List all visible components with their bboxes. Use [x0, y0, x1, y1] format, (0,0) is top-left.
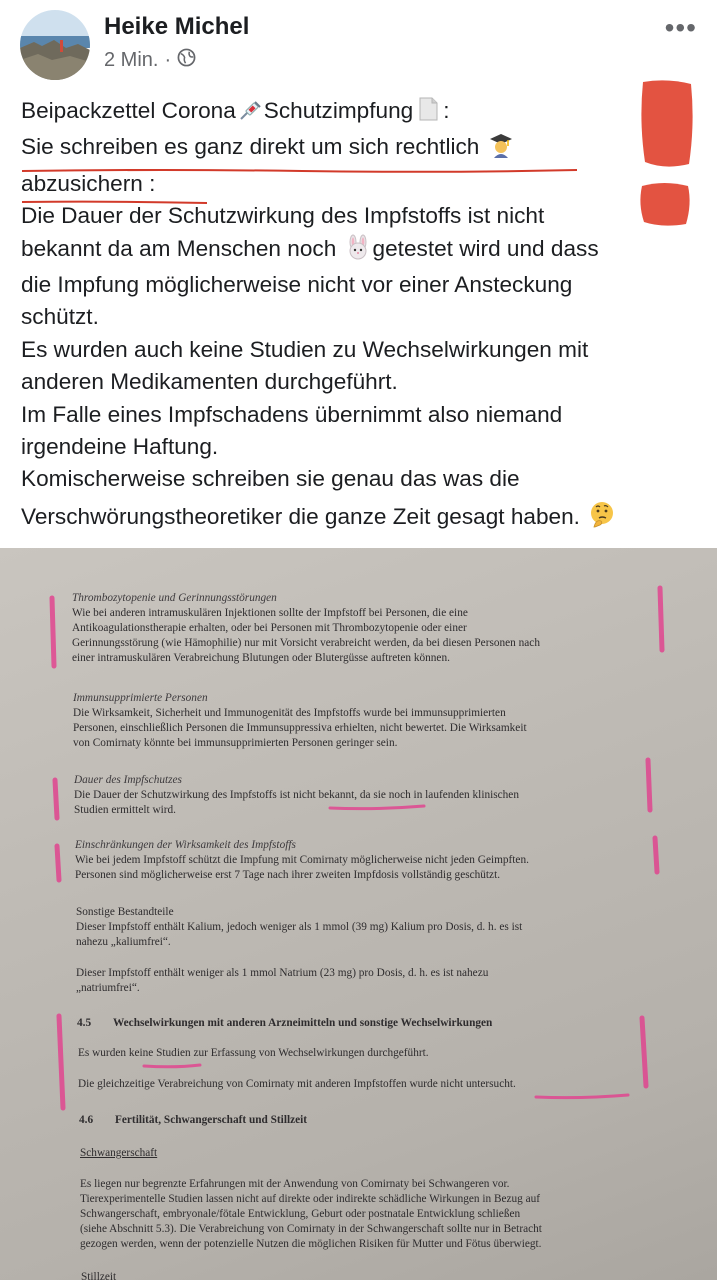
doc-heading: Immunsupprimierte Personen — [73, 692, 208, 704]
pink-margin-mark — [642, 1018, 646, 1086]
doc-line: Wie bei anderen intramuskulären Injektionen sollte der Impfstoff bei Personen, die eine — [72, 607, 468, 619]
doc-line: Tierexperimentelle Studien lassen nicht auf direkte oder indirekte schädliche Wirkungen in Bezug auf — [80, 1193, 541, 1205]
post-line: Im Falle eines Impfschadens übernimmt also niemand — [21, 401, 563, 427]
avatar[interactable] — [20, 10, 90, 80]
doc-line: einer intramuskulären Verabreichung Blutungen oder Blutergüsse auftreten können. — [72, 652, 450, 664]
doc-heading: Thrombozytopenie und Gerinnungsstörungen — [72, 592, 277, 604]
syringe-emoji — [238, 99, 262, 131]
doc-line: (siehe Abschnitt 5.3). Die Verabreichung von Comirnaty in der Schwangerschaft sollte nur in Betracht — [80, 1223, 542, 1235]
doc-line: nahezu „kaliumfrei“. — [76, 936, 171, 948]
thinking-emoji — [588, 500, 616, 537]
post-body — [21, 95, 693, 537]
post-header — [0, 0, 717, 90]
doc-line: Antikoagulationstherapie erhalten, oder bei Personen mit Thrombozytopenie oder einer — [72, 622, 467, 634]
doc-line: Dieser Impfstoff enthält Kalium, jedoch weniger als 1 mmol (39 mg) Kalium pro Dosis, d. h. es ist — [76, 921, 523, 933]
globe-icon[interactable] — [177, 48, 196, 73]
page-emoji — [415, 96, 441, 131]
doc-line: „natriumfrei“. — [76, 982, 140, 994]
post-line: anderen Medikamenten durchgeführt. — [21, 369, 398, 395]
pink-underline — [330, 806, 424, 809]
post-line: bekannt da am Menschen noch getestet wird und dass — [21, 233, 693, 269]
doc-heading: Sonstige Bestandteile — [76, 906, 174, 918]
highlighter-marks — [0, 548, 717, 1280]
doc-section-number: 4.5 — [77, 1017, 92, 1029]
doc-line: Schwangerschaft, embryonale/fötale Entwicklung, Geburt oder postnatale Entwicklung schließen — [80, 1208, 521, 1220]
doc-heading: Dauer des Impfschutzes — [74, 774, 182, 786]
post-line: Die Dauer der Schutzwirkung des Impfstoffs ist nicht — [21, 203, 545, 229]
post-line: schützt. — [21, 304, 99, 330]
rabbit-emoji — [345, 234, 371, 269]
post-line: abzusichern : — [21, 170, 156, 196]
post-line: Beipackzettel Corona Schutzimpfung : — [21, 95, 693, 131]
pink-underline — [536, 1095, 628, 1098]
pink-margin-mark — [59, 1016, 63, 1108]
pink-margin-mark — [655, 838, 657, 872]
doc-section-number: 4.6 — [79, 1114, 94, 1126]
doc-line: Dieser Impfstoff enthält weniger als 1 mmol Natrium (23 mg) pro Dosis, d. h. es ist nahezu — [76, 967, 489, 979]
doc-line: Die Dauer der Schutzwirkung des Impfstoffs ist nicht bekannt, da sie noch in laufenden klinischen — [74, 789, 519, 801]
doc-line: Wie bei jedem Impfstoff schützt die Impfung mit Comirnaty möglicherweise nicht jeden Geimpften. — [75, 854, 529, 866]
pink-margin-mark — [55, 780, 57, 818]
pink-margin-mark — [52, 598, 54, 666]
doc-line: Die gleichzeitige Verabreichung von Comirnaty mit anderen Impfstoffen wurde nicht untersucht. — [78, 1078, 516, 1090]
doc-subheading: Stillzeit — [81, 1271, 117, 1280]
attached-photo[interactable] — [0, 548, 717, 1280]
meta-separator: · — [164, 49, 172, 71]
post-meta — [104, 48, 196, 73]
student-emoji — [488, 132, 514, 167]
doc-line: Personen sind möglicherweise erst 7 Tage nach ihrer zweiten Impfdosis vollständig geschützt. — [75, 869, 501, 881]
post-line: Sie schreiben es ganz direkt um sich rechtlich — [21, 131, 693, 167]
post-line: Verschwörungstheoretiker die ganze Zeit gesagt haben. — [21, 500, 693, 537]
doc-subheading: Schwangerschaft — [80, 1147, 158, 1159]
doc-line: gezogen werden, wenn der potenzielle Nutzen die möglichen Risiken für Mutter und Fötus überwiegt. — [80, 1238, 542, 1250]
post-time[interactable]: 2 Min. — [104, 49, 159, 71]
author-name[interactable]: Heike Michel — [104, 13, 250, 40]
doc-section-title: Fertilität, Schwangerschaft und Stillzeit — [115, 1114, 308, 1126]
doc-line: Studien ermittelt wird. — [74, 804, 176, 816]
doc-line: Es wurden keine Studien zur Erfassung von Wechselwirkungen durchgeführt. — [78, 1047, 429, 1059]
doc-section-title: Wechselwirkungen mit anderen Arzneimitteln und sonstige Wechselwirkungen — [113, 1017, 493, 1029]
post-line: Es wurden auch keine Studien zu Wechselwirkungen mit — [21, 336, 589, 362]
doc-line: von Comirnaty könnte bei immunsupprimierten Personen geringer sein. — [73, 737, 398, 749]
post-line: Komischerweise schreiben sie genau das was die — [21, 466, 520, 492]
pink-underline — [144, 1065, 200, 1067]
post-line: irgendeine Haftung. — [21, 434, 219, 460]
post-line: die Impfung möglicherweise nicht vor einer Ansteckung — [21, 272, 573, 298]
doc-line: Es liegen nur begrenzte Erfahrungen mit der Anwendung von Comirnaty bei Schwangeren vor. — [80, 1178, 510, 1190]
pink-margin-mark — [648, 760, 650, 810]
doc-line: Die Wirksamkeit, Sicherheit und Immunogenität des Impfstoffs wurde bei immunsupprimierten — [73, 707, 506, 719]
pink-margin-mark — [660, 588, 662, 650]
doc-line: Gerinnungsstörung (wie Hämophilie) nur mit Vorsicht verabreicht werden, da bei diesen Personen nach — [72, 637, 540, 649]
doc-line: Personen, einschließlich Personen die Immunsuppressiva erhielten, nicht bewertet. Die Wirksamkeit — [73, 722, 527, 734]
pink-margin-mark — [57, 846, 59, 880]
more-options-button[interactable]: ••• — [664, 12, 697, 43]
doc-heading: Einschränkungen der Wirksamkeit des Impfstoffs — [75, 839, 296, 851]
